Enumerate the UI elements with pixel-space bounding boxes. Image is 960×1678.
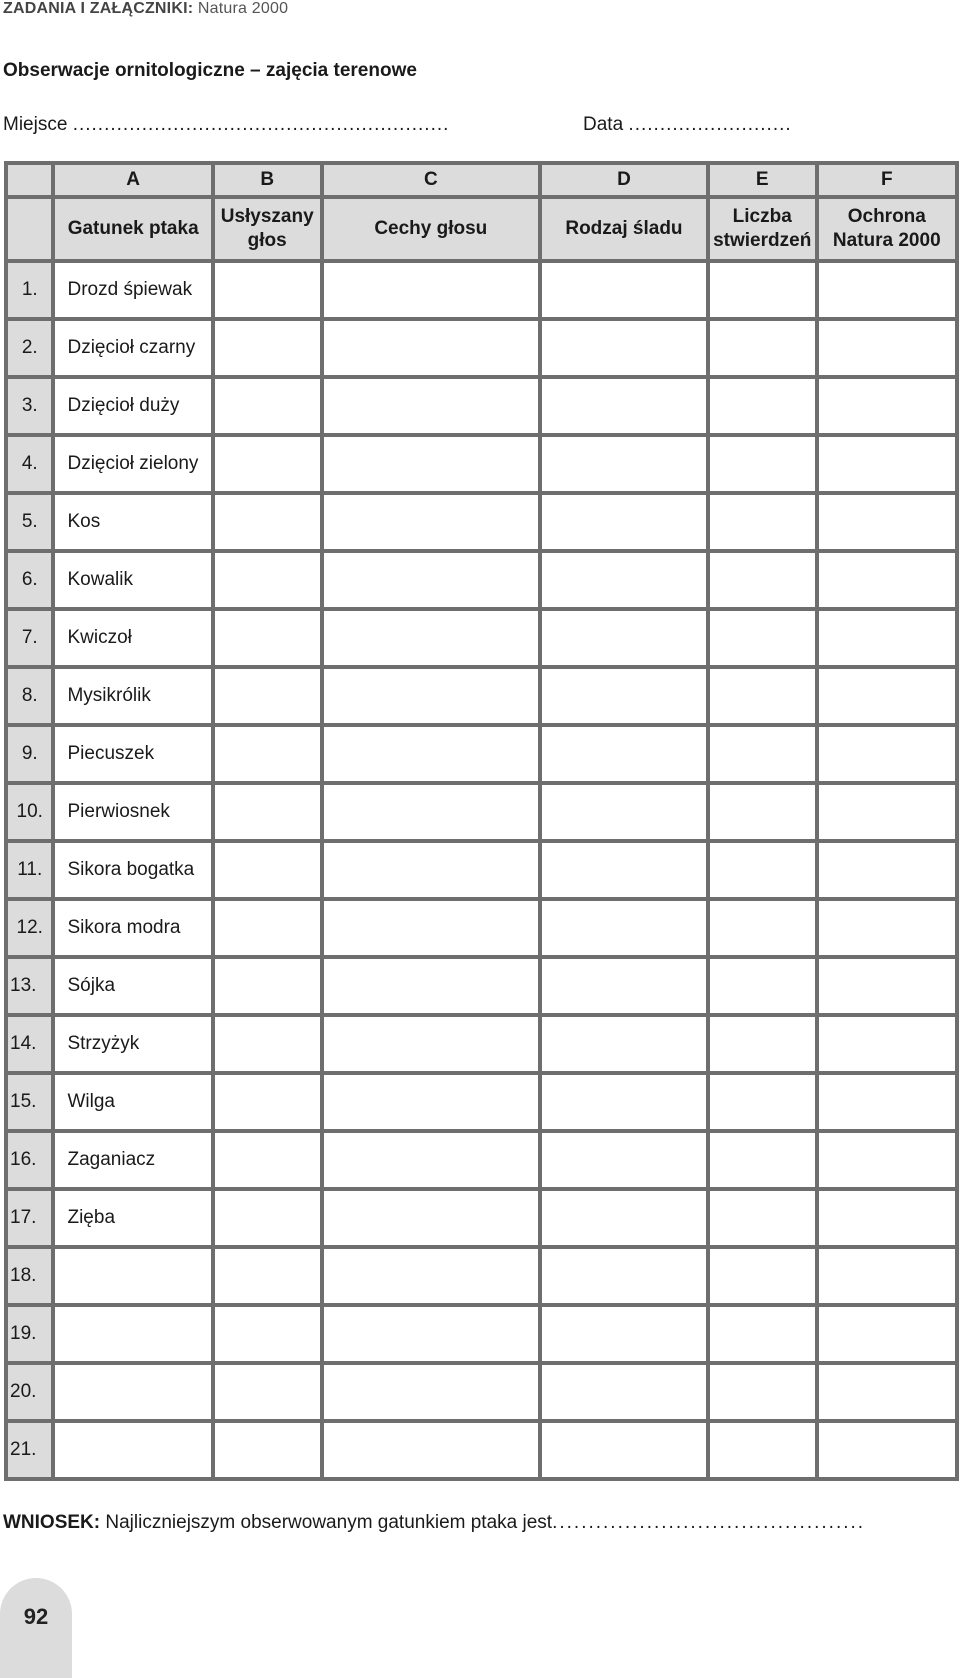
count-cell[interactable]: [708, 609, 817, 667]
protection-cell[interactable]: [817, 261, 957, 319]
protection-cell[interactable]: [817, 1015, 957, 1073]
species-name-cell[interactable]: [53, 1363, 212, 1421]
call-features-cell[interactable]: [322, 783, 540, 841]
protection-cell[interactable]: [817, 435, 957, 493]
column-header-trace-type: Rodzaj śladu: [540, 197, 708, 261]
row-number: 14.: [6, 1015, 53, 1073]
protection-cell[interactable]: [817, 1421, 957, 1479]
heard-call-cell[interactable]: [213, 435, 322, 493]
call-features-cell[interactable]: [322, 609, 540, 667]
count-cell[interactable]: [708, 725, 817, 783]
count-cell[interactable]: [708, 1131, 817, 1189]
count-cell[interactable]: [708, 841, 817, 899]
row-number: 20.: [6, 1363, 53, 1421]
trace-type-cell[interactable]: [540, 609, 708, 667]
protection-cell[interactable]: [817, 841, 957, 899]
table-row: [6, 1073, 957, 1131]
trace-type-cell[interactable]: [540, 667, 708, 725]
table-row: [6, 1189, 957, 1247]
table-row: [6, 667, 957, 725]
row-number: 19.: [6, 1305, 53, 1363]
column-header-call-features: Cechy głosu: [322, 197, 540, 261]
column-header-heard-call: Usłyszany głos: [213, 197, 322, 261]
trace-type-cell[interactable]: [540, 899, 708, 957]
column-letter: A: [53, 163, 212, 197]
column-header-protection: Ochrona Natura 2000: [817, 197, 957, 261]
call-features-cell[interactable]: [322, 551, 540, 609]
row-number: 11.: [6, 841, 53, 899]
heard-call-cell[interactable]: [213, 377, 322, 435]
protection-cell[interactable]: [817, 899, 957, 957]
call-features-cell[interactable]: [322, 1189, 540, 1247]
count-cell[interactable]: [708, 1363, 817, 1421]
trace-type-cell[interactable]: [540, 1247, 708, 1305]
species-name-cell[interactable]: Pierwiosnek: [53, 783, 212, 841]
call-features-cell[interactable]: [322, 725, 540, 783]
trace-type-cell[interactable]: [540, 377, 708, 435]
protection-cell[interactable]: [817, 551, 957, 609]
row-number: 18.: [6, 1247, 53, 1305]
species-name-cell[interactable]: Kos: [53, 493, 212, 551]
heard-call-cell[interactable]: [213, 1131, 322, 1189]
row-number: 13.: [6, 957, 53, 1015]
count-cell[interactable]: [708, 319, 817, 377]
species-name-cell[interactable]: Sójka: [53, 957, 212, 1015]
call-features-cell[interactable]: [322, 377, 540, 435]
date-field: [583, 114, 792, 136]
column-header-species: Gatunek ptaka: [53, 197, 212, 261]
row-number: 9.: [6, 725, 53, 783]
heard-call-cell[interactable]: [213, 551, 322, 609]
table-row: [6, 1131, 957, 1189]
conclusion-text: Najliczniejszym obserwowanym gatunkiem ptaka jest: [105, 1512, 553, 1533]
count-cell[interactable]: [708, 261, 817, 319]
column-letter: B: [213, 163, 322, 197]
heard-call-cell[interactable]: [213, 1421, 322, 1479]
conclusion-fill-line: ...........................................: [552, 1512, 866, 1533]
row-number: 7.: [6, 609, 53, 667]
place-fill-line: ............................................................: [72, 114, 450, 135]
species-name-cell[interactable]: Zięba: [53, 1189, 212, 1247]
corner-cell: [6, 197, 53, 261]
row-number: 16.: [6, 1131, 53, 1189]
heard-call-cell[interactable]: [213, 899, 322, 957]
heard-call-cell[interactable]: [213, 1015, 322, 1073]
count-cell[interactable]: [708, 899, 817, 957]
heard-call-cell[interactable]: [213, 667, 322, 725]
protection-cell[interactable]: [817, 1131, 957, 1189]
count-cell[interactable]: [708, 377, 817, 435]
row-number: 21.: [6, 1421, 53, 1479]
species-name-cell[interactable]: Strzyżyk: [53, 1015, 212, 1073]
protection-cell[interactable]: [817, 1247, 957, 1305]
table-row: [6, 725, 957, 783]
count-cell[interactable]: [708, 551, 817, 609]
table-row: [6, 435, 957, 493]
protection-cell[interactable]: [817, 1305, 957, 1363]
date-label: Data: [583, 114, 624, 135]
protection-cell[interactable]: [817, 783, 957, 841]
column-header-count: Liczba stwierdzeń: [708, 197, 817, 261]
count-cell[interactable]: [708, 783, 817, 841]
row-number: 4.: [6, 435, 53, 493]
observation-table: [4, 161, 959, 1481]
row-number: 3.: [6, 377, 53, 435]
table-row: [6, 1305, 957, 1363]
protection-cell[interactable]: [817, 667, 957, 725]
heard-call-cell[interactable]: [213, 1305, 322, 1363]
count-cell[interactable]: [708, 493, 817, 551]
species-name-cell[interactable]: Piecuszek: [53, 725, 212, 783]
row-number: 1.: [6, 261, 53, 319]
count-cell[interactable]: [708, 957, 817, 1015]
trace-type-cell[interactable]: [540, 1015, 708, 1073]
page-number: 92: [23, 1604, 49, 1629]
running-header-subtitle: Natura 2000: [197, 0, 289, 17]
count-cell[interactable]: [708, 667, 817, 725]
protection-cell[interactable]: [817, 1363, 957, 1421]
trace-type-cell[interactable]: [540, 319, 708, 377]
trace-type-cell[interactable]: [540, 493, 708, 551]
trace-type-cell[interactable]: [540, 261, 708, 319]
table-row: [6, 899, 957, 957]
call-features-cell[interactable]: [322, 1305, 540, 1363]
heard-call-cell[interactable]: [213, 783, 322, 841]
trace-type-cell[interactable]: [540, 1363, 708, 1421]
row-number: 15.: [6, 1073, 53, 1131]
table-row: [6, 1363, 957, 1421]
trace-type-cell[interactable]: [540, 957, 708, 1015]
trace-type-cell[interactable]: [540, 1073, 708, 1131]
running-header-section: ZADANIA I ZAŁĄCZNIKI:: [3, 0, 194, 17]
trace-type-cell[interactable]: [540, 1131, 708, 1189]
table-row: [6, 493, 957, 551]
species-name-cell[interactable]: Zaganiacz: [53, 1131, 212, 1189]
trace-type-cell[interactable]: [540, 841, 708, 899]
species-name-cell[interactable]: Mysikrólik: [53, 667, 212, 725]
species-name-cell[interactable]: [53, 1421, 212, 1479]
call-features-cell[interactable]: [322, 841, 540, 899]
call-features-cell[interactable]: [322, 1247, 540, 1305]
count-cell[interactable]: [708, 1189, 817, 1247]
row-number: 5.: [6, 493, 53, 551]
trace-type-cell[interactable]: [540, 435, 708, 493]
call-features-cell[interactable]: [322, 899, 540, 957]
table-row: [6, 319, 957, 377]
column-letter: F: [817, 163, 957, 197]
trace-type-cell[interactable]: [540, 725, 708, 783]
species-name-cell[interactable]: Dzięcioł duży: [53, 377, 212, 435]
table-row: [6, 261, 957, 319]
column-letters-row: [6, 163, 957, 197]
running-header: [3, 0, 288, 18]
count-cell[interactable]: [708, 1305, 817, 1363]
trace-type-cell[interactable]: [540, 1189, 708, 1247]
protection-cell[interactable]: [817, 957, 957, 1015]
call-features-cell[interactable]: [322, 667, 540, 725]
trace-type-cell[interactable]: [540, 783, 708, 841]
call-features-cell[interactable]: [322, 1421, 540, 1479]
protection-cell[interactable]: [817, 1073, 957, 1131]
call-features-cell[interactable]: [322, 1015, 540, 1073]
heard-call-cell[interactable]: [213, 957, 322, 1015]
call-features-cell[interactable]: [322, 957, 540, 1015]
call-features-cell[interactable]: [322, 261, 540, 319]
row-number: 6.: [6, 551, 53, 609]
heard-call-cell[interactable]: [213, 319, 322, 377]
table-body: [6, 261, 957, 1479]
row-number: 8.: [6, 667, 53, 725]
protection-cell[interactable]: [817, 377, 957, 435]
species-name-cell[interactable]: Sikora bogatka: [53, 841, 212, 899]
trace-type-cell[interactable]: [540, 1421, 708, 1479]
species-name-cell[interactable]: Kowalik: [53, 551, 212, 609]
heard-call-cell[interactable]: [213, 1073, 322, 1131]
table-row: [6, 1247, 957, 1305]
call-features-cell[interactable]: [322, 435, 540, 493]
table-row: [6, 551, 957, 609]
conclusion-label: WNIOSEK:: [3, 1512, 101, 1533]
species-name-cell[interactable]: Wilga: [53, 1073, 212, 1131]
table-row: [6, 957, 957, 1015]
row-number: 2.: [6, 319, 53, 377]
table-row: [6, 377, 957, 435]
trace-type-cell[interactable]: [540, 1305, 708, 1363]
call-features-cell[interactable]: [322, 319, 540, 377]
heard-call-cell[interactable]: [213, 609, 322, 667]
column-headers-row: [6, 197, 957, 261]
protection-cell[interactable]: [817, 493, 957, 551]
trace-type-cell[interactable]: [540, 551, 708, 609]
column-letter: C: [322, 163, 540, 197]
species-name-cell[interactable]: Kwiczoł: [53, 609, 212, 667]
count-cell[interactable]: [708, 435, 817, 493]
column-letter: E: [708, 163, 817, 197]
count-cell[interactable]: [708, 1247, 817, 1305]
heard-call-cell[interactable]: [213, 1247, 322, 1305]
heard-call-cell[interactable]: [213, 725, 322, 783]
species-name-cell[interactable]: Drozd śpiewak: [53, 261, 212, 319]
species-name-cell[interactable]: Dzięcioł czarny: [53, 319, 212, 377]
row-number: 17.: [6, 1189, 53, 1247]
protection-cell[interactable]: [817, 725, 957, 783]
species-name-cell[interactable]: Sikora modra: [53, 899, 212, 957]
call-features-cell[interactable]: [322, 1131, 540, 1189]
heard-call-cell[interactable]: [213, 841, 322, 899]
call-features-cell[interactable]: [322, 1073, 540, 1131]
count-cell[interactable]: [708, 1015, 817, 1073]
place-field: [3, 114, 449, 136]
row-number: 10.: [6, 783, 53, 841]
count-cell[interactable]: [708, 1421, 817, 1479]
count-cell[interactable]: [708, 1073, 817, 1131]
page-title: Obserwacje ornitologiczne – zajęcia terenowe: [3, 60, 417, 81]
call-features-cell[interactable]: [322, 1363, 540, 1421]
table-row: [6, 1015, 957, 1073]
corner-cell: [6, 163, 53, 197]
row-number: 12.: [6, 899, 53, 957]
table-row: [6, 1421, 957, 1479]
species-name-cell[interactable]: Dzięcioł zielony: [53, 435, 212, 493]
table-row: [6, 609, 957, 667]
species-name-cell[interactable]: [53, 1305, 212, 1363]
table-row: [6, 841, 957, 899]
column-letter: D: [540, 163, 708, 197]
heard-call-cell[interactable]: [213, 261, 322, 319]
place-label: Miejsce: [3, 114, 68, 135]
table-row: [6, 783, 957, 841]
date-fill-line: ..........................: [628, 114, 792, 135]
page-number-tab: [0, 1578, 72, 1678]
conclusion: [3, 1512, 865, 1534]
heard-call-cell[interactable]: [213, 493, 322, 551]
protection-cell[interactable]: [817, 319, 957, 377]
protection-cell[interactable]: [817, 609, 957, 667]
species-name-cell[interactable]: [53, 1247, 212, 1305]
call-features-cell[interactable]: [322, 493, 540, 551]
protection-cell[interactable]: [817, 1189, 957, 1247]
heard-call-cell[interactable]: [213, 1363, 322, 1421]
heard-call-cell[interactable]: [213, 1189, 322, 1247]
